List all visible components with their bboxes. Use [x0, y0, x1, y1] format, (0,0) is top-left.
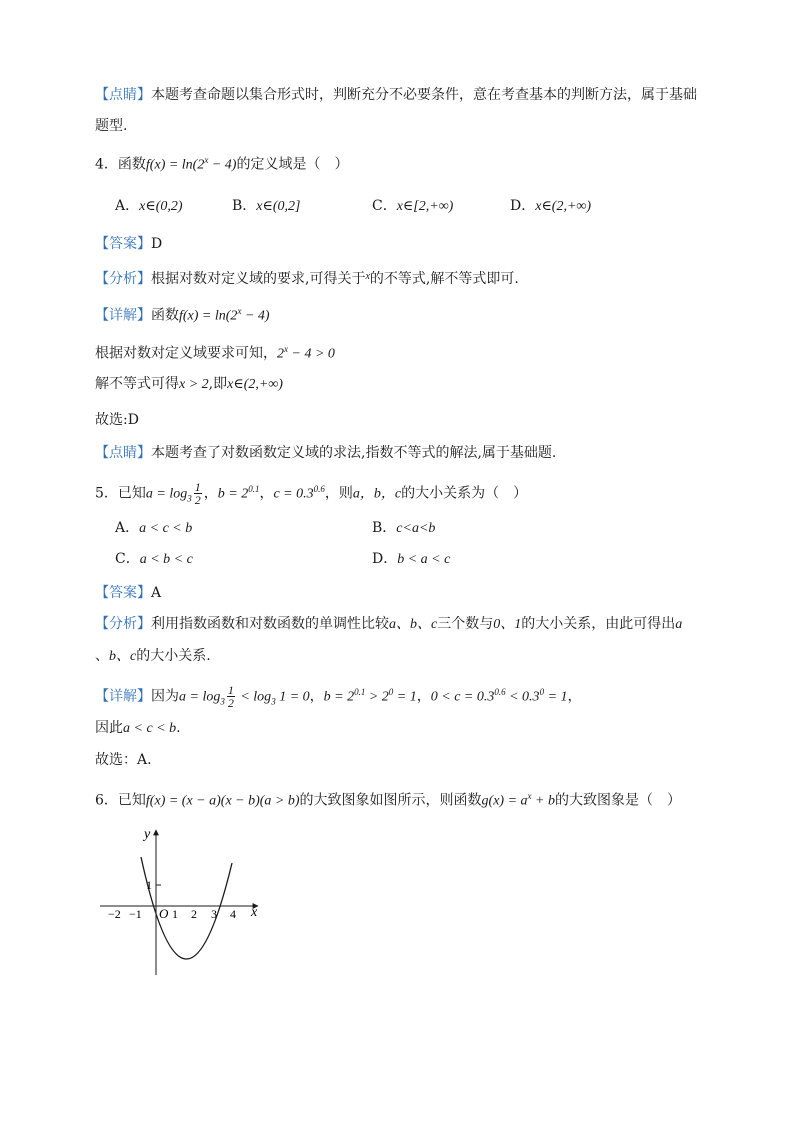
- q4-option-d[interactable]: [510, 197, 591, 216]
- q6-stem-g-end: + b: [531, 793, 555, 809]
- y-tick-label-1: 1: [146, 878, 152, 892]
- answer-tag: 【答案】: [95, 236, 151, 252]
- q5-vars: a，b，c: [352, 486, 402, 502]
- xiangjie-text: 函数: [151, 307, 179, 324]
- q5-option-d[interactable]: [372, 550, 450, 569]
- parabola-curve: [141, 857, 232, 959]
- q5-fenxi: [95, 615, 682, 634]
- q4-option-b[interactable]: [232, 197, 300, 216]
- q4-option-a-label: A．: [115, 198, 140, 214]
- q4-stem-suffix: 的定义域是（ ）: [236, 156, 349, 173]
- xj-b-rest: > 2: [365, 689, 389, 705]
- q6-stem-g-exp: x: [527, 791, 532, 801]
- q5-yinci: [95, 719, 181, 738]
- fenxi-cont-vars: b、c: [109, 649, 137, 664]
- x-tick-label-2: 2: [191, 907, 197, 921]
- xj-c-rest: < 0.3: [505, 689, 540, 705]
- y-axis-label: y: [144, 827, 151, 842]
- q5-stem-suffix: 的大小关系为（ ）: [401, 485, 528, 502]
- q4-guxuan: 故选:D: [95, 412, 139, 428]
- fenxi-text-b: 三个数与: [437, 616, 494, 632]
- yinci-text: 因此: [95, 720, 123, 736]
- fenxi-text-a: 根据对数对定义域的要求,可得关于: [151, 271, 366, 287]
- xj-fraction: [227, 684, 235, 709]
- xiangjie-func-end: − 4): [241, 308, 270, 324]
- line1-text: 根据对数对定义域要求可知，: [95, 345, 277, 362]
- origin-label: O: [159, 906, 169, 921]
- xiangjie-tag: 【详解】: [95, 688, 151, 705]
- q5-option-c-value: a < b < c: [139, 552, 193, 567]
- q6-stem-suffix: 的大致图象是（ ）: [555, 792, 681, 809]
- fenxi-text-d: 的大小关系，由此可得出: [521, 616, 676, 632]
- q5-option-c[interactable]: [115, 550, 193, 569]
- dianjing-text: 本题考查命题以集合形式时，判断充分不必要条件，意在考查基本的判断方法，属于基础: [151, 87, 697, 103]
- xj-c-rest2: = 1: [544, 689, 568, 705]
- answer-value: A: [151, 585, 162, 601]
- q4-option-a-value: x∈(0,2): [139, 199, 183, 214]
- q4-option-d-label: D．: [510, 198, 536, 214]
- line1-exp: x: [284, 344, 288, 354]
- xiangjie-tag: 【详解】: [95, 307, 151, 324]
- dianjing-tag: 【点睛】: [95, 445, 151, 461]
- q6-stem-g: g(x) = a: [481, 793, 528, 809]
- x-tick-label-1: 1: [172, 907, 178, 921]
- xj-rest2: 1 = 0: [275, 689, 310, 705]
- q5-sep2: ，: [259, 485, 274, 502]
- xj-rest1: < log: [236, 689, 272, 705]
- q6-graph: [95, 820, 275, 985]
- x-axis-label: x: [251, 905, 258, 920]
- xj-c-exp: 0.6: [494, 687, 506, 697]
- q4-option-b-value: x∈(0,2]: [256, 199, 301, 214]
- xiangjie-func: f(x) = ln(2: [179, 308, 238, 324]
- fenxi-cont-sep: 、: [95, 648, 109, 664]
- xj-end: ，: [567, 688, 582, 705]
- q5-option-a-value: a < c < b: [139, 521, 193, 536]
- fenxi-var: x: [365, 271, 370, 282]
- fenxi-text-a: 利用指数函数和对数函数的单调性比较: [151, 616, 389, 632]
- xj-b-exp: 0.1: [354, 687, 366, 697]
- yinci-end: .: [176, 720, 181, 736]
- q6-stem-mid: 的大致图象如图所示，则函数: [299, 792, 482, 809]
- q5-option-c-label: C．: [115, 551, 140, 567]
- q4-xiangjie: [95, 302, 270, 326]
- q4-line1: [95, 340, 335, 364]
- answer-value: D: [151, 236, 163, 252]
- q4-option-b-label: B．: [232, 198, 257, 214]
- q5-c-exp: 0.6: [313, 484, 325, 494]
- fenxi-tag: 【分析】: [95, 616, 151, 632]
- line1-math: 2: [277, 346, 284, 362]
- dianjing-line-prev: [95, 86, 697, 104]
- dianjing-text: 本题考查了对数函数定义域的求法,指数不等式的解法,属于基础题.: [151, 445, 557, 461]
- yinci-math: a < c < b: [123, 721, 177, 736]
- q5-sep1: ，: [203, 485, 218, 502]
- x-tick-label-4: 4: [230, 907, 236, 921]
- q6-stem-prefix: 6．已知: [95, 792, 146, 809]
- xj-sep2: ，: [416, 688, 431, 705]
- q5-option-b-label: B．: [372, 520, 397, 536]
- q4-stem-func: f(x) = ln(2: [145, 157, 205, 173]
- xj-b: b = 2: [323, 689, 355, 705]
- xj-a-expr: a = log: [179, 689, 221, 705]
- line2-text-b: ,即: [208, 376, 228, 392]
- q4-stem-prefix: 4．函数: [95, 156, 146, 173]
- q5-option-d-label: D．: [372, 551, 398, 567]
- q5-option-b-value: c<a<b: [396, 521, 436, 536]
- q4-stem-exp: x: [204, 155, 209, 165]
- line2-math-c: x∈(2,+∞): [227, 377, 283, 392]
- fenxi-cont-text: 的大小关系.: [136, 648, 211, 664]
- x-tick-label-neg1: −1: [129, 907, 142, 921]
- q5-log: = log: [152, 486, 188, 502]
- fenxi-var-a: a: [675, 617, 683, 632]
- dianjing-continuation: 题型.: [95, 118, 128, 134]
- q4-option-a[interactable]: [115, 197, 183, 216]
- q5-c-expr: c = 0.3: [273, 486, 314, 502]
- x-tick-label-3: 3: [211, 907, 217, 921]
- xj-c: 0 < c = 0.3: [430, 689, 495, 705]
- xj-b-rest2: = 1: [393, 689, 417, 705]
- line2-math: x > 2: [179, 377, 209, 392]
- fenxi-text-b: 的不等式,解不等式即可.: [369, 271, 519, 287]
- fenxi-vars: a、b、c: [389, 617, 438, 632]
- q4-option-d-value: x∈(2,+∞): [535, 199, 592, 214]
- q4-option-c[interactable]: [372, 197, 453, 216]
- fenxi-nums: 0、1: [493, 617, 522, 632]
- q4-dianjing: [95, 444, 556, 462]
- q5-b-exp: 0.1: [248, 484, 260, 494]
- xj-frac-num: 1: [227, 683, 234, 698]
- xiangjie-text: 因为: [151, 688, 179, 705]
- q5-option-a[interactable]: [115, 519, 192, 538]
- q4-option-c-label: C．: [372, 198, 397, 214]
- q4-fenxi: [95, 268, 519, 288]
- q5-then: ，则: [324, 485, 353, 502]
- q5-b-expr: b = 2: [217, 486, 249, 502]
- q4-answer: [95, 235, 162, 253]
- xiangjie-exp: x: [237, 306, 242, 316]
- fenxi-tag: 【分析】: [95, 271, 151, 287]
- q5-var-a: a: [145, 486, 153, 502]
- xj-log-base: 3: [220, 696, 225, 707]
- q4-option-c-value: x∈[2,+∞): [396, 199, 454, 214]
- q6-stem-func: f(x) = (x − a)(x − b)(a > b): [145, 793, 300, 809]
- xj-log-base2: 3: [271, 696, 276, 707]
- q5-option-d-value: b < a < c: [397, 552, 451, 567]
- xj-sep1: ，: [309, 688, 324, 705]
- q5-fraction: [194, 481, 202, 506]
- q5-option-a-label: A．: [115, 520, 140, 536]
- q5-stem: [95, 480, 527, 507]
- q4-stem-func-end: − 4): [208, 157, 237, 173]
- q5-frac-den: 2: [194, 493, 201, 508]
- q4-line2: [95, 375, 283, 394]
- xj-frac-den: 2: [227, 696, 234, 711]
- line1-math-b: − 4 > 0: [288, 346, 335, 362]
- q5-fenxi-cont: [95, 647, 211, 666]
- q5-xiangjie: [95, 683, 582, 710]
- xj-c-exp2: 0: [539, 687, 545, 697]
- dianjing-tag: 【点睛】: [95, 87, 151, 103]
- q6-stem: [95, 787, 681, 811]
- q5-stem-prefix: 5．已知: [95, 485, 146, 502]
- x-tick-label-neg2: −2: [108, 907, 121, 921]
- q4-stem: [95, 151, 348, 175]
- answer-tag: 【答案】: [95, 585, 151, 601]
- q5-frac-num: 1: [194, 480, 201, 495]
- q5-answer: [95, 584, 161, 602]
- q5-guxuan: 故选：A.: [95, 752, 152, 768]
- q5-option-b[interactable]: [372, 519, 435, 538]
- xj-b-exp2: 0: [388, 687, 394, 697]
- q5-log-base: 3: [187, 493, 192, 504]
- line2-text: 解不等式可得: [95, 376, 179, 392]
